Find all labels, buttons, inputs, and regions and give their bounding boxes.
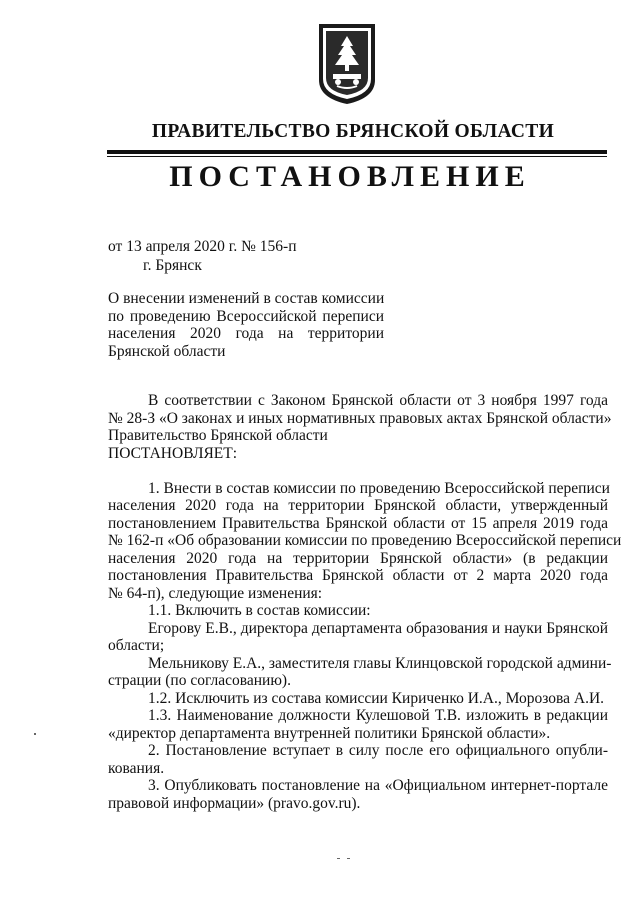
item-1-line: 1. Внести в состав комиссии по проведению Всероссийской переписи: [148, 479, 610, 497]
item-2-line: кования.: [108, 759, 165, 777]
subject-block: [108, 290, 384, 360]
government-title: ПРАВИТЕЛЬСТВО БРЯНСКОЙ ОБЛАСТИ: [151, 121, 555, 142]
coat-of-arms-icon: [317, 22, 377, 106]
scan-speck: [347, 858, 350, 859]
item-1-3-line: «директор департамента внутренней политики Брянской области».: [108, 724, 551, 742]
subject-line: О внесении изменений в состав комиссии: [108, 290, 385, 307]
item-1-line: населения 2020 года на территории Брянской области, утвержденный: [108, 497, 608, 514]
preamble-resolves: ПОСТАНОВЛЯЕТ:: [108, 444, 238, 462]
date-number-line: от 13 апреля 2020 г. № 156-п: [108, 238, 297, 255]
item-1-1: 1.1. Включить в состав комиссии:: [148, 602, 371, 619]
item-1-line: населения 2020 года на территории Брянской области» (в редакции: [108, 549, 608, 567]
document-body: [108, 392, 622, 812]
item-1-1-a-line: области;: [108, 637, 165, 654]
item-3-line: 3. Опубликовать постановление на «Официальном интернет-портале: [148, 777, 608, 794]
item-1-2: 1.2. Исключить из состава комиссии Кириченко И.А., Морозова А.И.: [148, 689, 605, 707]
subject-line: по проведению Всероссийской переписи: [108, 307, 384, 325]
header-rule-thin: [107, 156, 607, 157]
subject-line: Брянской области: [108, 342, 226, 360]
city-line: г. Брянск: [143, 257, 202, 274]
scan-speck: [337, 858, 340, 859]
item-1-line: № 64-п), следующие изменения:: [108, 584, 323, 602]
preamble-line: В соответствии с Законом Брянской области от 3 ноября 1997 года: [148, 392, 608, 409]
item-1-1-a-line: Егорову Е.В., директора департамента образования и науки Брянской: [148, 619, 608, 637]
item-3-line: правовой информации» (pravo.gov.ru).: [108, 794, 361, 812]
item-2-line: 2. Постановление вступает в силу после его официального опубли-: [148, 742, 608, 759]
document-type: ПОСТАНОВЛЕНИЕ: [169, 160, 531, 193]
subject-line: населения 2020 года на территории: [108, 325, 384, 342]
scan-speck: [34, 733, 36, 735]
preamble-line: Правительство Брянской области: [108, 427, 328, 444]
item-1-line: постановлением Правительства Брянской области от 15 апреля 2019 года: [108, 514, 608, 532]
item-1-line: постановления Правительства Брянской области от 2 марта 2020 года: [108, 567, 608, 584]
item-1-1-b-line: Мельникову Е.А., заместителя главы Клинцовской городской админи-: [148, 654, 612, 672]
item-1-1-b-line: страции (по согласованию).: [108, 672, 291, 689]
item-1-line: № 162-п «Об образовании комиссии по проведению Всероссийской переписи: [108, 532, 622, 549]
preamble-line: № 28-З «О законах и иных нормативных правовых актах Брянской области»: [108, 409, 612, 427]
item-1-3-line: 1.3. Наименование должности Кулешовой Т.В. изложить в редакции: [148, 707, 608, 724]
header-rule-thick: [107, 150, 607, 154]
